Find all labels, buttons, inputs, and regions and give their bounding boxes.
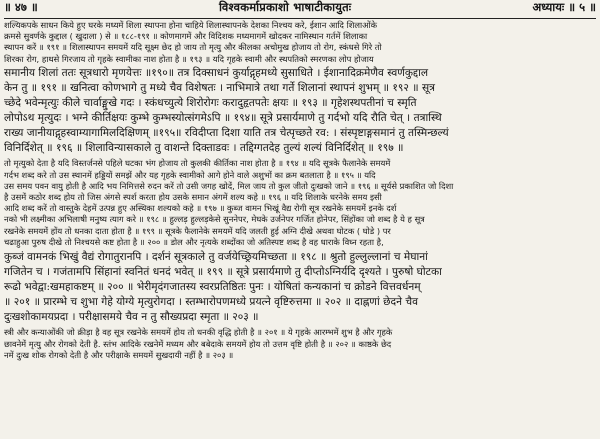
- verse-line: विनिर्दिशेत् ॥ १९६ ॥ शिलाविन्यासकाले तु वाशन्ते दिक्ताडवः । तद्दिग्गतदेह तुल्यं शल्यं विनिर्दिशेत् ॥ १९७ ॥: [4, 142, 404, 155]
- commentary-line: उस समय पवन वायु होती है आदि भय निमित्तसे रुदन करें तो उसी जगह खोदें, मिल जाय तो कुल जीतो दुःखको जाने ॥ १९६ ॥ सूर्यसे प्रकाशित जो दिशा: [4, 180, 454, 191]
- verse-line: रूढो भवेद्वा:खमहाकष्टम् ॥ २०० ॥ भेरीमृदंगजातस्य स्वरप्रतिष्ठितः पुनः । योषितां कन्यकानां च क्रोडने वित्तवर्धनम्: [4, 281, 421, 294]
- commentary-line: स्थापन करें ॥ १९१ ॥ शिलास्थापन समयमें यदि सूक्ष्म छेद हो जाय तो मृत्यु और कीलका अचोमुख होजाय तो रोग, स्कंधसे गिरे तो: [4, 42, 382, 53]
- page-number: ॥ ४७ ॥: [4, 0, 38, 14]
- page-header: [4, 0, 596, 19]
- commentary-block-3: [4, 327, 596, 361]
- verse-line: गजितेन च । गजंतामपि सिंहानां स्वनितं धनदं भवेत् ॥ १९९ ॥ सूत्रे प्रसार्यमाणे तु दीप्तोऽग्निर्यदि दृश्यते । पुरुषो घोटका: [4, 266, 442, 279]
- commentary-line: तो मृत्युको देता है यदि विस्तर्जनसे पहिले घटका भंग होजाय तो कुलकी कीर्तिका नाश होता है ॥ १९४ ॥ यदि सूत्रके फैलानेके समयमें: [4, 158, 391, 169]
- commentary-line: गर्दभ शब्द करे तो उस स्थानमें हड्डियों समझें और यह गृहके स्वामीको आगे होने वाले अशुभों का क्रम बतलाता है ॥ १९५ ॥ यदि: [4, 169, 376, 180]
- verse-line: राख्य जानीयाद्गृहस्वाम्यागामिलदिक्षिणम् ॥१९५॥ रविदीप्ता दिशा याति तत्र चेत्पृच्छते रव: । संस्पृष्टाङ्गसमानं तु तस्मिन्छल्यं: [4, 127, 449, 140]
- verse-line: केन तु ॥ १९१ ॥ खनित्वा कोणभागे तु मध्ये चैव विशेषतः । नाभिमात्रे तथा गर्ते शिलानां स्थापनं शुभम् ॥ १९२ ॥ सूत्र: [4, 81, 436, 94]
- commentary-line: नको भी लक्ष्मीका अभिलाषी मनुष्य त्याग करे ॥ १९८ ॥ हुल्लड़ हुल्लड़केसे सुननेपर, मेघके उर्जनेपर गर्जित होनेपर, सिंहोंका जो शब्द है ये ह सूत्र: [4, 214, 425, 225]
- verse-block-1: [4, 66, 596, 157]
- commentary-line: शिरका रोग, हाथसे गिरजाय तो गृहके स्वामीका नाश होता है ॥ १९३ ॥ यदि गृहके स्वामी और स्थपतिको स्मरणका लोप होजाय: [4, 53, 374, 64]
- verse-line: लोपोऽथ मृत्युदः । भग्ने कीर्तिक्षयः कुम्भे कुम्भस्योत्संगमेऽपि ॥ १९४॥ सूत्रे प्रसार्यमाणे तु गर्दभो यदि रौति चेत् । तत्रास्थि: [4, 112, 442, 125]
- chapter-label: अध्यायः ॥ ५ ॥: [532, 0, 596, 14]
- commentary-line: स्त्री और कन्याओंकी जो क्रीड़ा है वह सूत्र रखनेके समयमें होय तो धनकी वृद्धि होती है ॥ २०१ ॥ ये गृहके आरम्भमें शुभ है और गृहके: [4, 327, 393, 338]
- verse-line: च्छेदे भवेन्मृत्युः कीले चार्वाङ्मुखे गदः । स्कंधच्युत्ये शिरोरोगः करादुहृतपतेः क्षयः ॥ १९३ ॥ गृहेशस्थपतीनां च स्मृति: [4, 97, 417, 109]
- commentary-line: नमें दुःख शोक रोगको देती है और परीक्षाके समयमें सुखदायी नहीं है ॥ २०३ ॥: [4, 349, 234, 360]
- commentary-line: है उसमें कठोर शब्द होय तो जिस अंगसे स्पर्श करता होय उसके समान अंगमें शल्य कहे ॥ १९६ ॥ यदि शिलाके धरनेके समय इसी: [4, 191, 382, 202]
- commentary-block-2: [4, 158, 596, 248]
- verse-line: कुब्जं वामनकं भिखुं वैद्यं रोगातुरानपि । दर्शनं सूत्रकाले तु वर्जयेच्छ्रियमिच्छता ॥ १९८ ॥ श्रुतो हुल्लुल्लानां च मेघानां: [4, 251, 428, 263]
- commentary-line: छावनेमें मृत्यु और रोगको देती है. स्तंभ आदिके रखनेमें मध्यम और बबेदाके समयमें होय तो उत्तम वृष्टि होती है ॥ २०२ ॥ काष्ठके छेद: [4, 338, 392, 349]
- verse-line: समानीय शिलां ततः सूत्रधारो मृणयेत्तः ॥१९०॥ तत्र दिक्साधनं कुर्याद्गृहमध्ये सुसाधिते । ईशानादिक्रमेणैव स्वर्णकुद्दाल: [4, 66, 429, 79]
- commentary-line: शल्यिकपके साधन किये हुए घरके मध्यमें शिला स्थापना होना चाहिये शिलास्थापनके देशका निश्चय करे, ईशान आदि शिलाओंके: [4, 20, 378, 30]
- commentary-line: क्रमसे सुवर्णके कुद्दाल ( खुदाला ) से ॥ १८८-१९१ ॥ कोणमागमें और विदिशक मध्यमागमें खोदकर नामिस्थान गर्तमें शिलाका: [4, 31, 368, 42]
- commentary-line: रखनेके समयमें होंय तो धनका दाता होता है ॥ १९९ ॥ सूत्रके फैलानेके समयमें यदि जलती हुई अग्नि दीखे अथवा घोटक ( घोडे ) पर: [4, 225, 391, 236]
- commentary-block-1: [4, 20, 596, 65]
- book-title: विश्वकर्माप्रकाशो भाषाटीकायुतः: [218, 0, 352, 14]
- verse-block-2: [4, 250, 596, 325]
- verse-line: ॥ २०१ ॥ प्रारम्भे च शुभा गेहे योग्ये मृत्युरोगदा । स्तम्भारोपणमध्ये प्रयत्ने वृष्टिरुत्तमा ॥ २०२ ॥ दाह्नणां छेदने चैव: [4, 296, 418, 309]
- verse-line: दुःखशोकामयप्रदा । परीक्षासमये चैव न तु सौख्यप्रदा स्मृता ॥ २०३ ॥: [4, 311, 259, 324]
- commentary-line: आदि शब्द करें तो वास्तुके देहमें उत्पन्न हुए अस्थिका शल्यको कहे ॥ १९७ ॥ कुब्ज वामन भिखूं वैद्य रोगी सूत्र रखनेके समयमें इनके दर्श: [4, 203, 397, 214]
- commentary-line: चढाहुआ पुरुष दीखे तो निश्चयसे कष्ट होता है ॥ २०० ॥ डोल और नृत्यके शब्दोंका जो अतिस्पष्ट शब्द है वह धाराके विघ्न रहता है,: [4, 236, 384, 247]
